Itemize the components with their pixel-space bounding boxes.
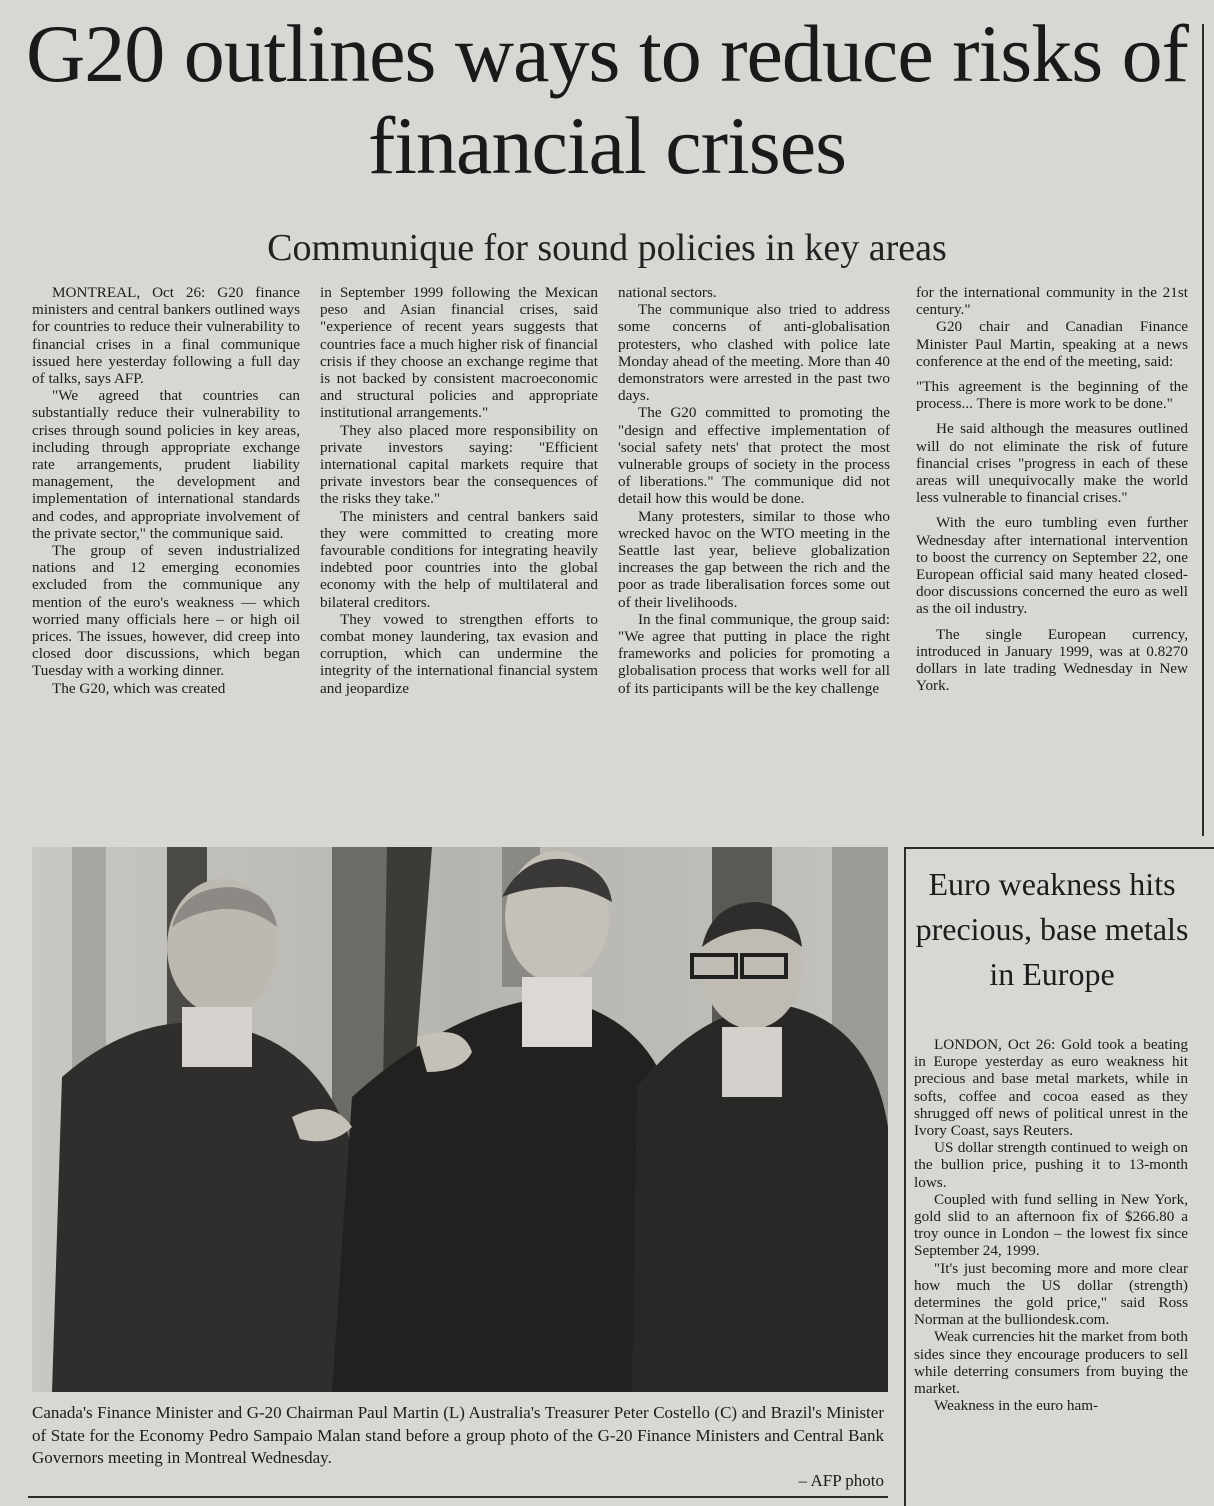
sidebar-paragraph: Coupled with fund selling in New York, gold slid to an afternoon fix of $266.80 a troy ounce in London – the lowest fix since September 24, 1999. [914,1190,1188,1260]
sidebar-article [914,1036,1188,1506]
article-paragraph: The communique also tried to address some concerns of anti-globalisation protesters, who clashed with police late Monday ahead of the meeting. More than 40 demonstrators were arrested in the past two days. [618,301,890,405]
article-paragraph: They also placed more responsibility on private investors saying: "Efficient international capital markets require that private investors bear the consequences of the risks they take." [320,421,598,508]
article-column-3 [618,284,890,834]
headline: G20 outlines ways to reduce risks of financial crises [26,8,1188,191]
article-paragraph: The ministers and central bankers said they were committed to creating more favourable conditions for integrating heavily indebted poor countries into the global economy with the help of multilateral and bilateral creditors. [320,507,598,611]
article-paragraph: "This agreement is the beginning of the process... There is more work to be done." [916,378,1188,413]
photo-caption [32,1402,884,1492]
sidebar-left-rule [904,847,906,1506]
caption-text: Canada's Finance Minister and G-20 Chairman Paul Martin (L) Australia's Treasurer Peter Costello (C) and Brazil's Minister of State for the Economy Pedro Sampaio Malan stand before a group photo of the G-20 Finance Ministers and Central Bank Governors meeting in Montreal Wednesday. [32,1403,884,1467]
article-column-2 [320,284,598,834]
subheadline: Communique for sound policies in key areas [267,227,947,269]
news-photo [32,847,888,1392]
article-paragraph: in September 1999 following the Mexican peso and Asian financial crises, said "experience of recent years suggests that countries face a much higher risk of financial crisis if they choose an exchange regime that is not backed by consistent macroeconomic and structural policies and appropriate institutional arrangements." [320,284,598,422]
column-rule [1202,24,1204,836]
article-paragraph: The G20, which was created [52,679,226,697]
article-paragraph: MONTREAL, Oct 26: G20 finance ministers and central bankers outlined ways for countries to reduce their vulnerability to financial crises in a final communique issued here yesterday following a full day of talks, says AFP. [32,284,300,388]
article-paragraph: The G20 committed to promoting the "design and effective implementation of 'social safety nets' that protect the most vulnerable groups of society in the process of liberations." The communique did not detail how this would be done. [618,404,890,508]
article-paragraph: for the international community in the 21st century." [916,284,1188,319]
article-paragraph: Many protesters, similar to those who wrecked havoc on the WTO meeting in the Seattle last year, believe globalization increases the gap between the rich and the poor as trade liberalisation forces some out of their livelihoods. [618,507,890,611]
sidebar-paragraph: LONDON, Oct 26: Gold took a beating in Europe yesterday as euro weakness hit precious and base metal markets, while in softs, coffee and cocoa eased as they shrugged off news of political unrest in the Ivory Coast, says Reuters. [914,1036,1188,1140]
photo-credit: – AFP photo [798,1470,884,1490]
article-paragraph: The group of seven industrialized nations and 12 emerging economies excluded from the communique any mention of the euro's weakness — which worried many officials here – or high oil prices. The issues, however, did creep into closed door discussions, which began Tuesday with a working dinner. [32,542,300,680]
sidebar-paragraph: Weak currencies hit the market from both sides since they encourage producers to sell while deterring consumers from buying the market. [914,1328,1188,1398]
sidebar-paragraph: "It's just becoming more and more clear how much the US dollar (strength) determines the gold price," said Ross Norman at the bulliondesk.com. [914,1259,1188,1329]
article-paragraph: G20 chair and Canadian Finance Minister Paul Martin, speaking at a news conference at the end of the meeting, said: [916,318,1188,370]
sidebar-top-rule [904,847,1214,849]
sidebar-paragraph: US dollar strength continued to weigh on the bullion price, pushing it to 13-month lows. [914,1139,1188,1191]
article-paragraph: With the euro tumbling even further Wednesday after international intervention to boost the currency on September 22, one European official said many heated closed-door discussions concerned the euro as well as the oil industry. [916,514,1188,618]
article-paragraph: The single European currency, introduced in January 1999, was at 0.8270 dollars in late trading Wednesday in New York. [916,625,1188,695]
sidebar-paragraph: Weakness in the euro ham- [934,1397,1099,1415]
bottom-rule [28,1496,888,1498]
article-paragraph: national sectors. [618,284,717,301]
article-paragraph: "We agreed that countries can substantially reduce their vulnerability to crises through sound policies in key areas, including through appropriate exchange rate arrangements, prudent liability management, the development and implementation of international standards and codes, and appropriate involvement of the private sector," the communique said. [32,387,300,542]
sidebar-headline: Euro weakness hits precious, base metals in Europe [915,866,1189,992]
article-column-4 [916,284,1188,834]
article-paragraph: He said although the measures outlined will do not eliminate the risk of future financial crises "progress in each of these areas will unequivocally make the world less vulnerable to financial crises." [916,420,1188,507]
article-paragraph: In the final communique, the group said: "We agree that putting in place the right frameworks and policies for promoting a globalisation process that works well for all of its participants will be the key challenge [618,610,890,697]
photo-illustration [32,847,888,1392]
article-column-1 [32,284,300,834]
article-paragraph: They vowed to strengthen efforts to combat money laundering, tax evasion and corruption, which can undermine the integrity of the international financial system and jeopardize [320,610,598,697]
